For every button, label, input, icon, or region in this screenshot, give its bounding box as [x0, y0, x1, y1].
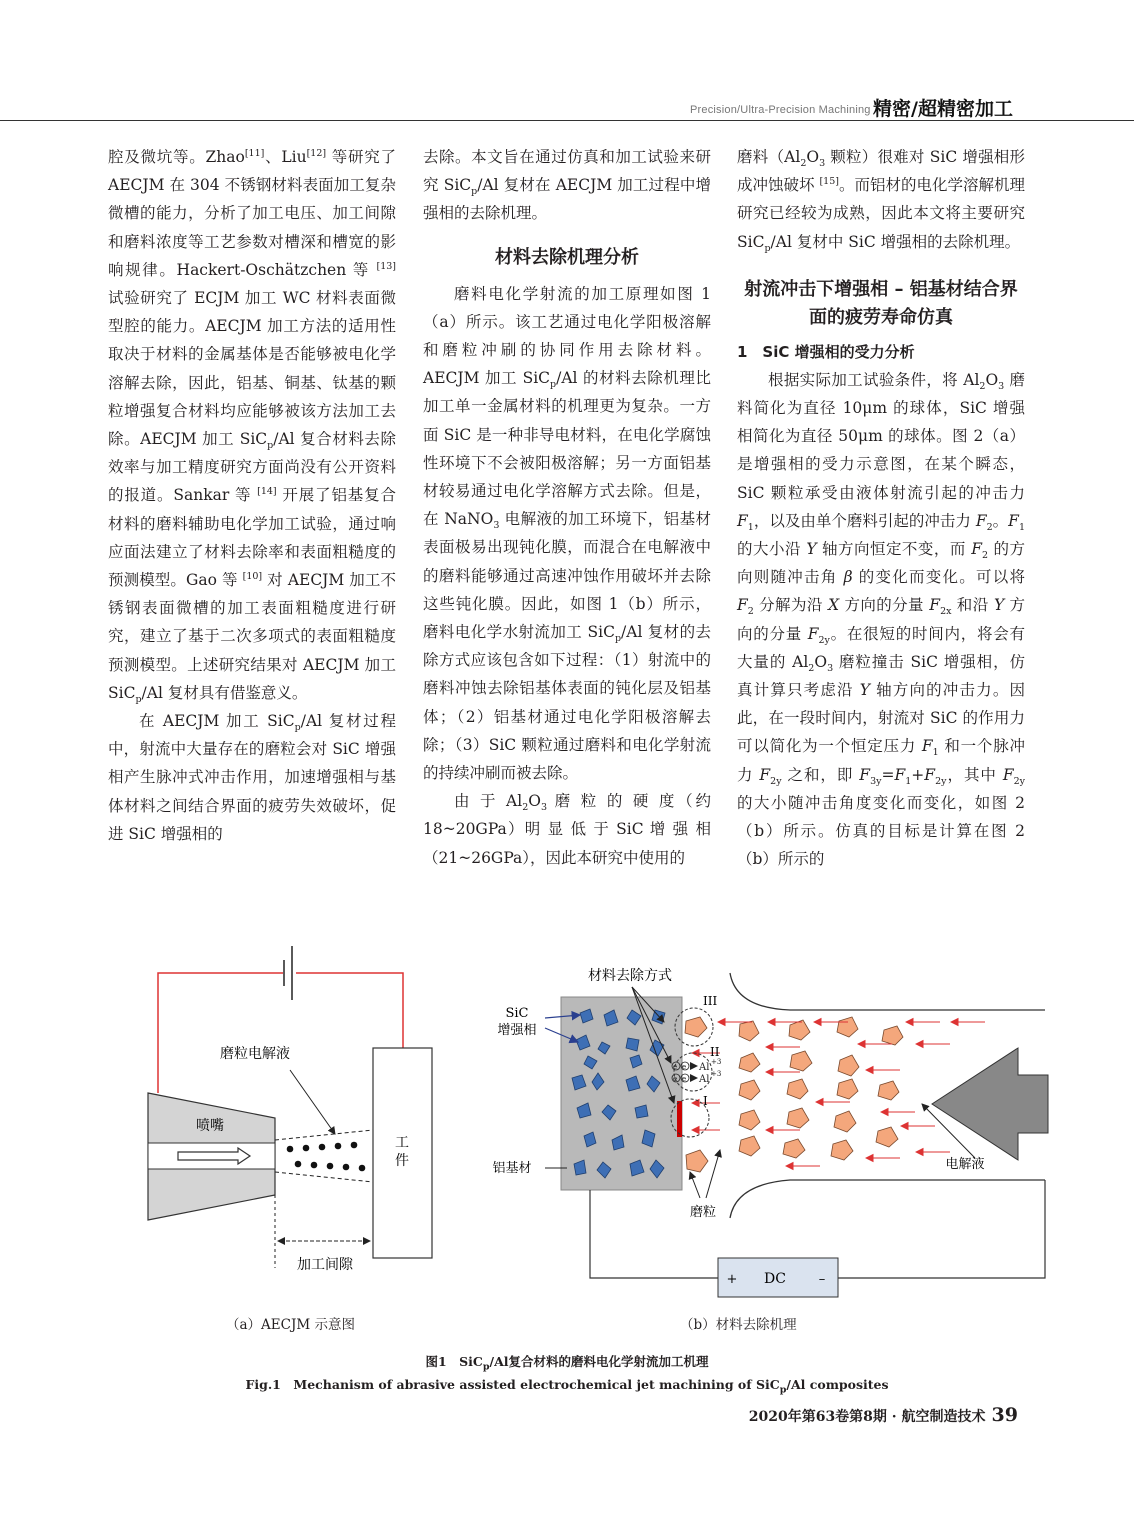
electron-label: e: [682, 1063, 687, 1071]
header-rule: [0, 120, 1134, 121]
electron-label: e: [682, 1075, 687, 1083]
label-gap: 加工间隙: [297, 1257, 353, 1273]
text-column-1: [108, 143, 396, 848]
text-column-2: [423, 143, 711, 872]
label-electrolyte: 电解液: [945, 1157, 985, 1172]
ion-label: Al: [699, 1074, 710, 1085]
paragraph: 根据实际加工试验条件，将 $Al_2O_3$ 磨料简化为直径 10μm 的球体，SiC 增强相简化为直径 50μm 的球体。图 2（a）是增强相的受力示意图，在某个瞬态，SiC 颗粒承受由液体射流引起的冲击力 $F_1$，以及由单个磨料引起的冲击力 $F_2$。$F_1$ 的大小沿 Y 轴方向恒定不变，而 $F_2$ 的方向则随冲击角 β 的变化而变化。可以将 $F_2$ 分解为沿 X 方向的分量 $F_{2x}$ 和沿 Y 方向的分量 $F_{2y}$。在很短的时间内，将会有大量的 $Al_2O_3$ 磨粒撞击 SiC 增强相，仿真计算只考虑沿 Y 轴方向的冲击力。因此，在一段时间内，射流对 SiC 的作用力可以简化为一个恒定压力 $F_1$ 和一个脉冲力 $F_{2y}$ 之和，即 $F_{3y}=F_1+F_{2y}$，其中 $F_{2y}$ 的大小随冲击角度变化而变化，如图 2（b）所示。仿真的目标是计算在图 2（b）所示的: [737, 370, 1026, 869]
ion-charge: +3: [711, 1070, 722, 1078]
al-matrix: [561, 997, 682, 1190]
label-removal-mode: 材料去除方式: [588, 968, 672, 984]
dc-minus: –: [818, 1272, 826, 1287]
figure-caption-en: Fig.1 Mechanism of abrasive assisted electrochemical jet machining of SiC$_p$/Al composites: [245, 1377, 889, 1396]
subfigure-a: [148, 946, 432, 1273]
jet-boundary: [275, 1130, 373, 1140]
section-heading: 射流冲击下增强相 – 铝基材结合界面的疲劳寿命仿真: [744, 278, 1018, 328]
dc-label: DC: [764, 1271, 786, 1287]
page-footer: 2020年第63卷第8期 · 航空制造技术 39: [748, 1404, 1018, 1426]
jet-boundary: [730, 1180, 1045, 1218]
jet-boundary: [275, 1172, 373, 1182]
label-sic: SiC: [505, 1006, 529, 1021]
electron-label: e: [673, 1063, 678, 1071]
paragraph: 在 AECJM 加工 SiC$_p$/Al 复材过程中，射流中大量存在的磨粒会对 SiC 增强相产生脉冲式冲击作用，加速增强相与基体材料之间结合界面的疲劳失效破坏，促进 SiC 增强相的: [108, 712, 396, 843]
ion-label: Al: [699, 1062, 710, 1073]
label-III: III: [703, 994, 718, 1008]
electron-label: e: [673, 1075, 678, 1083]
passivation-film: [677, 1101, 682, 1137]
subsection-heading: 1 SiC 增强相的受力分析: [737, 342, 915, 361]
section-heading: 材料去除机理分析: [495, 246, 639, 268]
page-number: 39: [991, 1404, 1018, 1426]
label-sic: 增强相: [497, 1023, 537, 1038]
label-workpiece: 件: [395, 1153, 409, 1169]
label-I: I: [703, 1094, 708, 1108]
paragraph: 去除。本文旨在通过仿真和加工试验来研究 SiC$_p$/Al 复材在 AECJM 加工过程中增强相的去除机理。: [423, 148, 711, 223]
paragraph: 磨料（$Al_2O_3$ 颗粒）很难对 SiC 增强相形成冲蚀破坏 [15]。而铝材的电化学溶解机理研究已经较为成熟，因此本文将主要研究 SiC$_p$/Al 复材中 SiC 增强相的去除机理。: [737, 148, 1026, 254]
paragraph: 腔及微坑等。Zhao[11]、Liu[12] 等研究了 AECJM 在 304 不锈钢材料表面加工复杂微槽的能力，分析了加工电压、加工间隙和磨料浓度等工艺参数对槽深和槽宽的影响规律。Hackert-Oschätzchen 等 [13] 试验研究了 ECJM 加工 WC 材料表面微型腔的能力。AECJM 加工方法的适用性取决于材料的金属基体是否能够被电化学溶解去除，因此，铝基、铜基、钛基的颗粒增强复合材料均应能够被该方法加工去除。AECJM 加工 SiC$_p$/Al 复合材料去除效率与加工精度研究方面尚没有公开资料的报道。Sankar 等 [14] 开展了铝基复合材料的磨料辅助电化学加工试验，通过响应面法建立了材料去除率和表面粗糙度的预测模型。Gao 等 [10] 对 AECJM 加工不锈钢表面微槽的加工表面粗糙度进行研究，建立了基于二次多项式的表面粗糙度预测模型。上述研究结果对 AECJM 加工 SiC$_p$/Al 复材具有借鉴意义。: [108, 147, 397, 705]
label-nozzle: 喷嘴: [196, 1118, 224, 1134]
circuit-wire: [590, 1190, 718, 1278]
jet-direction-icon: [932, 1048, 1048, 1160]
abrasive-particles: [287, 1142, 366, 1172]
abrasive-grains: [685, 1017, 903, 1172]
label-abrasive: 磨粒: [689, 1205, 717, 1220]
paragraph: 由 于 $Al_2O_3$ 磨 粒 的 硬 度（约 18~20GPa）明 显 低 于 SiC 增 强 相（21~26GPa），因此本研究中使用的: [423, 792, 711, 867]
figure-caption-cn: 图1 SiC$_p$/Al复合材料的磨料电化学射流加工机理: [425, 1354, 709, 1373]
label-electrolyte: 磨粒电解液: [220, 1046, 290, 1062]
label-matrix: 铝基材: [492, 1161, 532, 1176]
label-workpiece: 工: [395, 1135, 409, 1151]
label-II: II: [710, 1045, 720, 1059]
subfigure-a-caption: （a）AECJM 示意图: [226, 1317, 356, 1333]
circuit-wire: [838, 1180, 1045, 1278]
circuit-wire: [296, 973, 403, 1048]
ion-charge: +3: [711, 1058, 722, 1066]
running-header-en: Precision/Ultra-Precision Machining: [690, 104, 871, 116]
dc-plus: +: [726, 1272, 738, 1287]
running-header-cn: 精密/超精密加工: [873, 98, 1013, 120]
leader-line: [290, 1070, 335, 1134]
subfigure-b-caption: （b）材料去除机理: [680, 1317, 797, 1333]
circuit-wire: [158, 973, 283, 1093]
text-column-3: [737, 143, 1025, 873]
paragraph: 磨料电化学射流的加工原理如图 1（a）所示。该工艺通过电化学阳极溶解和磨粒冲刷的协同作用去除材料。AECJM 加工 SiC$_p$/Al 的材料去除机理比加工单一金属材料的机理更为复杂。一方面 SiC 是一种非导电材料，在电化学腐蚀性环境下不会被阳极溶解；另一方面铝基材较易通过电化学溶解方式去除。但是，在 NaNO$_3$ 电解液的加工环境下，铝基材表面极易出现钝化膜，而混合在电解液中的磨料能够通过高速冲蚀作用破坏并去除这些钝化膜。因此，如图 1（b）所示，磨料电化学水射流加工 SiC$_p$/Al 复材的去除方式应该包含如下过程：（1）射流中的磨料冲蚀去除铝基体表面的钝化层及铝基体；（2）铝基材通过电化学阳极溶解去除；（3）SiC 颗粒通过磨料和电化学射流的持续冲刷而被去除。: [423, 284, 711, 783]
figure-1: [0, 935, 1134, 1335]
jet-boundary: [730, 973, 1045, 1010]
subfigure-b: [492, 967, 1048, 1297]
